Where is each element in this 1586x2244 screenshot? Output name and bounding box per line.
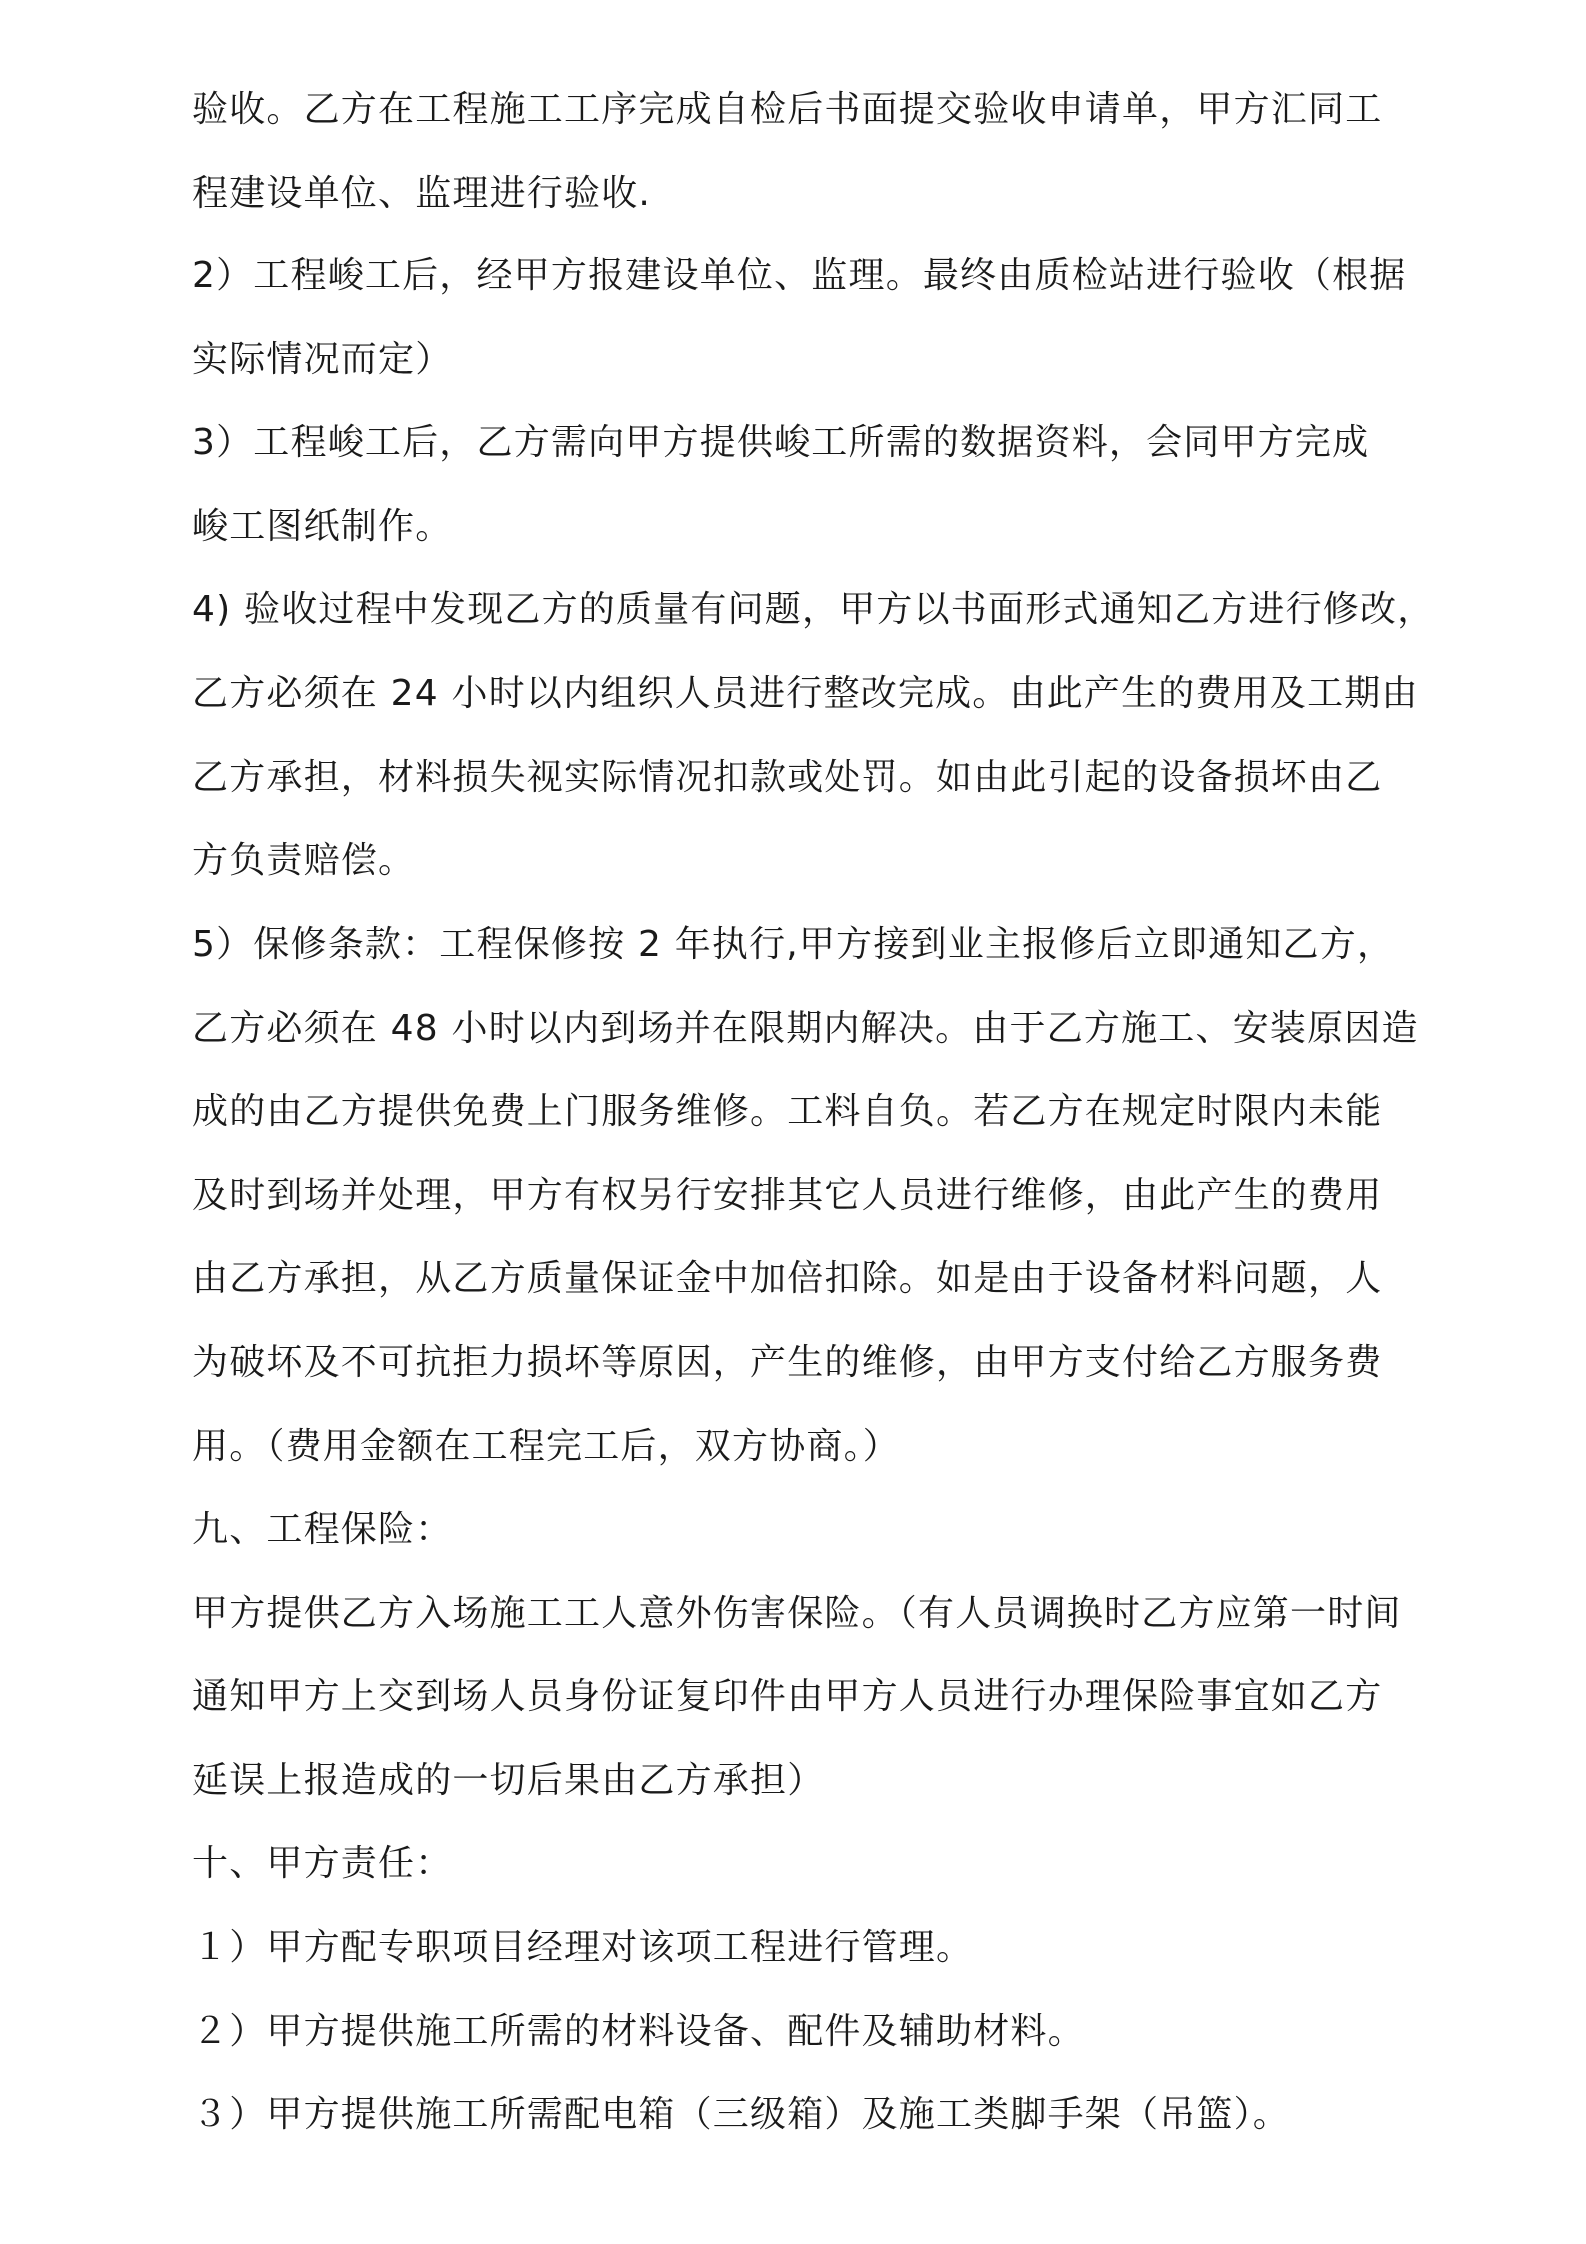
text-line-3: 2）工程峻工后，经甲方报建设单位、监理。最终由质检站进行验收（根据 (192, 255, 1407, 296)
text-line-20: 通知甲方上交到场人员身份证复印件由甲方人员进行办理保险事宜如乙方 (192, 1676, 1383, 1717)
text-line-1: 验收。乙方在工程施工工序完成自检后书面提交验收申请单，甲方汇同工 (192, 89, 1383, 130)
text-line-16: 为破坏及不可抗拒力损坏等原因，产生的维修，由甲方支付给乙方服务费 (192, 1342, 1383, 1383)
text-line-2: 程建设单位、监理进行验收. (192, 173, 652, 214)
text-line-10: 方负责赔偿。 (192, 840, 416, 881)
list-item-1: １）甲方配专职项目经理对该项工程进行管理。 (192, 1927, 974, 1968)
text-line-13: 成的由乙方提供免费上门服务维修。工料自负。若乙方在规定时限内未能 (192, 1091, 1383, 1132)
text-line-12: 乙方必须在 48 小时以内到场并在限期内解决。由于乙方施工、安装原因造 (192, 1008, 1419, 1049)
text-line-19: 甲方提供乙方入场施工工人意外伤害保险。（有人员调换时乙方应第一时间 (192, 1593, 1402, 1634)
text-line-9: 乙方承担，材料损失视实际情况扣款或处罚。如由此引起的设备损坏由乙 (192, 757, 1383, 798)
text-line-7: 4) 验收过程中发现乙方的质量有问题，甲方以书面形式通知乙方进行修改， (192, 589, 1435, 630)
text-line-11: 5）保修条款：工程保修按 2 年执行,甲方接到业主报修后立即通知乙方， (192, 924, 1395, 965)
text-line-8: 乙方必须在 24 小时以内组织人员进行整改完成。由此产生的费用及工期由 (192, 673, 1419, 714)
text-line-15: 由乙方承担，从乙方质量保证金中加倍扣除。如是由于设备材料问题，人 (192, 1258, 1383, 1299)
text-line-14: 及时到场并处理，甲方有权另行安排其它人员进行维修，由此产生的费用 (192, 1175, 1383, 1216)
section-heading-party-a-duties: 十、甲方责任： (192, 1843, 453, 1884)
text-line-6: 峻工图纸制作。 (192, 506, 453, 547)
list-item-2: ２）甲方提供施工所需的材料设备、配件及辅助材料。 (192, 2011, 1085, 2052)
text-line-17: 用。（费用金额在工程完工后，双方协商。） (192, 1426, 901, 1467)
list-item-3: ３）甲方提供施工所需配电箱（三级箱）及施工类脚手架（吊篮）。 (192, 2094, 1291, 2135)
text-line-21: 延误上报造成的一切后果由乙方承担） (192, 1760, 825, 1801)
text-line-4: 实际情况而定） (192, 339, 453, 380)
section-heading-insurance: 九、工程保险： (192, 1509, 453, 1550)
text-line-5: 3）工程峻工后，乙方需向甲方提供峻工所需的数据资料，会同甲方完成 (192, 422, 1370, 463)
